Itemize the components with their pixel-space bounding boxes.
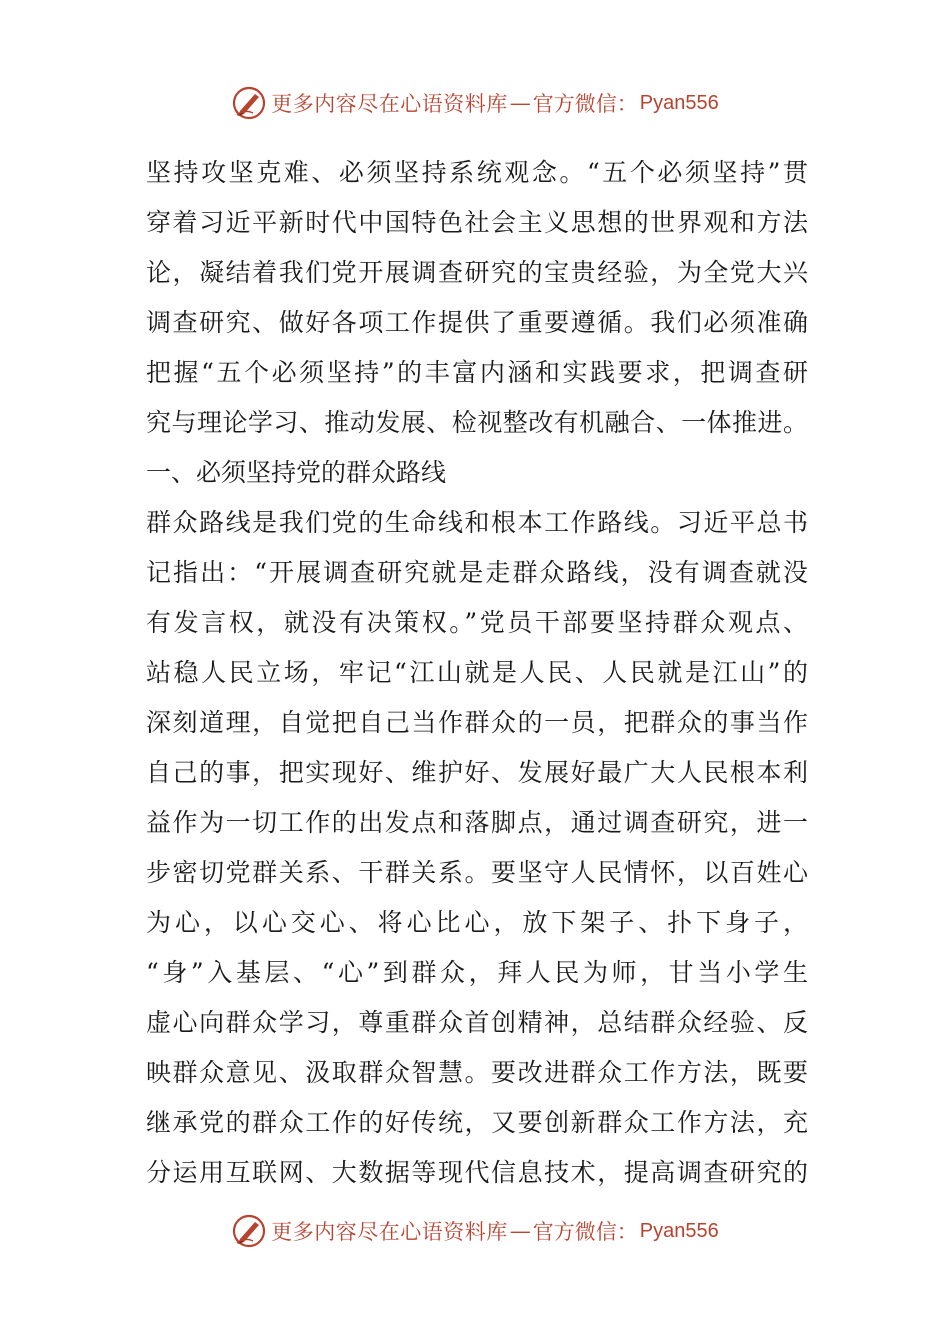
body-line: “身”入基层、“心”到群众，拜人民为师，甘当小学生 <box>146 958 808 987</box>
banner-wechat-label: 官方微信： <box>532 1220 638 1244</box>
banner-site-text: 更多内容尽在心语资料库 <box>271 1220 508 1244</box>
body-line: 步密切党群关系、干群关系。要坚守人民情怀，以百姓心 <box>146 858 808 887</box>
banner-separator: — <box>509 1219 531 1243</box>
body-line: 为心，以心交心、将心比心，放下架子、扑下身子， <box>146 908 808 937</box>
body-line: 穿着习近平新时代中国特色社会主义思想的世界观和方法 <box>146 208 808 237</box>
body-line: 映群众意见、汲取群众智慧。要改进群众工作方法，既要 <box>146 1058 808 1087</box>
banner-wechat-label: 官方微信： <box>532 92 638 116</box>
body-line: 坚持攻坚克难、必须坚持系统观念。“五个必须坚持”贯 <box>146 158 808 187</box>
header-banner <box>0 83 950 123</box>
body-line: 记指出：“开展调查研究就是走群众路线，没有调查就没 <box>146 558 808 587</box>
body-line: 益作为一切工作的出发点和落脚点，通过调查研究，进一 <box>146 808 808 837</box>
body-line: 继承党的群众工作的好传统，又要创新群众工作方法，充 <box>146 1108 808 1137</box>
pen-logo-icon <box>231 1213 267 1249</box>
body-line: 虚心向群众学习，尊重群众首创精神，总结群众经验、反 <box>146 1008 808 1037</box>
section-heading: 一、必须坚持党的群众路线 <box>146 458 447 487</box>
body-line: 调查研究、做好各项工作提供了重要遵循。我们必须准确 <box>146 308 808 337</box>
body-line: 群众路线是我们党的生命线和根本工作路线。习近平总书 <box>146 508 808 537</box>
body-line: 究与理论学习、推动发展、检视整改有机融合、一体推进。 <box>146 408 808 437</box>
banner-site-text: 更多内容尽在心语资料库 <box>271 92 508 116</box>
document-body <box>146 148 808 1198</box>
footer-banner <box>0 1211 950 1251</box>
body-line: 深刻道理，自觉把自己当作群众的一员，把群众的事当作 <box>146 708 808 737</box>
pen-logo-icon <box>231 85 267 121</box>
banner-wechat-id: Pyan556 <box>639 91 719 114</box>
body-line: 分运用互联网、大数据等现代信息技术，提高调查研究的 <box>146 1158 808 1187</box>
body-line: 有发言权，就没有决策权。”党员干部要坚持群众观点、 <box>146 608 808 637</box>
body-line: 站稳人民立场，牢记“江山就是人民、人民就是江山”的 <box>146 658 808 687</box>
banner-separator: — <box>509 91 531 115</box>
body-line: 把握“五个必须坚持”的丰富内涵和实践要求，把调查研 <box>146 358 808 387</box>
banner-wechat-id: Pyan556 <box>639 1219 719 1242</box>
body-line: 论，凝结着我们党开展调查研究的宝贵经验，为全党大兴 <box>146 258 808 287</box>
body-line: 自己的事，把实现好、维护好、发展好最广大人民根本利 <box>146 758 808 787</box>
